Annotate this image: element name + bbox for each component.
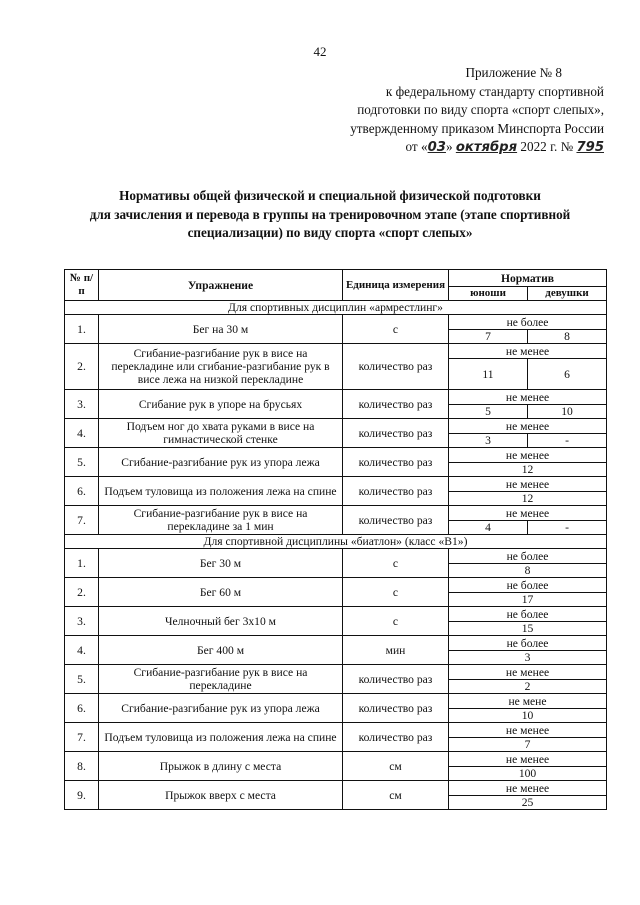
row-condition: не менее — [449, 419, 607, 434]
row-number: 8. — [65, 752, 99, 781]
table-row — [65, 665, 607, 680]
row-exercise: Прыжок вверх с места — [99, 781, 343, 810]
date-prefix: от « — [405, 139, 428, 154]
row-condition: не более — [449, 315, 607, 330]
section-header: Для спортивной дисциплины «биатлон» (класс «В1») — [65, 535, 607, 549]
row-exercise: Подъем туловища из положения лежа на спине — [99, 477, 343, 506]
row-value-both: 25 — [449, 796, 607, 810]
row-value-both: 12 — [449, 492, 607, 506]
row-condition: не более — [449, 636, 607, 651]
table-row — [65, 477, 607, 492]
table-row — [65, 607, 607, 622]
row-exercise: Сгибание-разгибание рук в висе на перекладине или сгибание-разгибание рук в висе лежа на низкой перекладине — [99, 344, 343, 390]
row-condition: не мене — [449, 694, 607, 709]
header-boys: юноши — [449, 287, 528, 301]
row-number: 4. — [65, 419, 99, 448]
appendix-title: Приложение № 8 — [465, 65, 562, 80]
row-value-both: 12 — [449, 463, 607, 477]
row-number: 6. — [65, 694, 99, 723]
row-value-girls: 10 — [528, 405, 607, 419]
header-norm: Норматив — [449, 270, 607, 287]
row-value-both: 17 — [449, 593, 607, 607]
table-row — [65, 694, 607, 709]
row-number: 3. — [65, 607, 99, 636]
row-unit: мин — [343, 636, 449, 665]
row-number: 1. — [65, 315, 99, 344]
row-unit: см — [343, 781, 449, 810]
row-value-both: 3 — [449, 651, 607, 665]
row-unit: количество раз — [343, 723, 449, 752]
row-condition: не менее — [449, 665, 607, 680]
row-exercise: Прыжок в длину с места — [99, 752, 343, 781]
row-exercise: Бег на 30 м — [99, 315, 343, 344]
row-exercise: Подъем ног до хвата руками в висе на гимнастической стенке — [99, 419, 343, 448]
row-exercise: Сгибание-разгибание рук в висе на перекладине за 1 мин — [99, 506, 343, 535]
row-condition: не более — [449, 549, 607, 564]
row-number: 3. — [65, 390, 99, 419]
row-value-boys: 7 — [449, 330, 528, 344]
header-girls: девушки — [528, 287, 607, 301]
row-condition: не менее — [449, 390, 607, 405]
row-exercise: Подъем туловища из положения лежа на спине — [99, 723, 343, 752]
table-row — [65, 419, 607, 434]
row-number: 2. — [65, 578, 99, 607]
row-unit: количество раз — [343, 390, 449, 419]
row-exercise: Сгибание-разгибание рук из упора лежа — [99, 448, 343, 477]
row-exercise: Бег 30 м — [99, 549, 343, 578]
row-unit: с — [343, 607, 449, 636]
norms-table — [64, 269, 607, 810]
row-value-boys: 3 — [449, 434, 528, 448]
row-condition: не более — [449, 578, 607, 593]
row-unit: количество раз — [343, 344, 449, 390]
document-title — [50, 187, 610, 243]
row-value-boys: 5 — [449, 405, 528, 419]
row-value-boys: 4 — [449, 521, 528, 535]
handwritten-day: 03 — [427, 140, 446, 155]
row-value-both: 8 — [449, 564, 607, 578]
header-unit: Единица измерения — [343, 270, 449, 301]
row-condition: не менее — [449, 344, 607, 359]
row-condition: не менее — [449, 781, 607, 796]
row-value-both: 7 — [449, 738, 607, 752]
row-unit: с — [343, 315, 449, 344]
row-value-both: 10 — [449, 709, 607, 723]
page-number: 42 — [313, 44, 327, 59]
row-value-girls: 8 — [528, 330, 607, 344]
table-row — [65, 752, 607, 767]
row-value-girls: 6 — [528, 359, 607, 390]
row-unit: с — [343, 578, 449, 607]
row-exercise: Бег 400 м — [99, 636, 343, 665]
row-unit: количество раз — [343, 694, 449, 723]
row-unit: с — [343, 549, 449, 578]
row-number: 7. — [65, 506, 99, 535]
row-exercise: Бег 60 м — [99, 578, 343, 607]
appendix-date-line — [304, 138, 604, 158]
row-condition: не менее — [449, 448, 607, 463]
title-line: специализации) по виду спорта «спорт слепых» — [187, 225, 473, 240]
row-exercise: Сгибание-разгибание рук из упора лежа — [99, 694, 343, 723]
row-exercise: Сгибание-разгибание рук в висе на перекладине — [99, 665, 343, 694]
row-value-boys: 11 — [449, 359, 528, 390]
row-number: 4. — [65, 636, 99, 665]
row-number: 1. — [65, 549, 99, 578]
table-row — [65, 448, 607, 463]
row-condition: не менее — [449, 477, 607, 492]
row-value-both: 2 — [449, 680, 607, 694]
section-header: Для спортивных дисциплин «армрестлинг» — [65, 301, 607, 315]
header-exercise: Упражнение — [99, 270, 343, 301]
handwritten-month: октября — [455, 140, 518, 155]
appendix-line: утвержденному приказом Минспорта России — [350, 120, 604, 136]
date-mid: » — [445, 139, 453, 154]
table-row — [65, 636, 607, 651]
handwritten-order-number: 795 — [576, 140, 604, 155]
row-number: 5. — [65, 665, 99, 694]
table-row — [65, 549, 607, 564]
header-num: № п/п — [65, 270, 99, 301]
row-value-girls: - — [528, 434, 607, 448]
row-unit: количество раз — [343, 665, 449, 694]
table-row — [65, 781, 607, 796]
row-unit: см — [343, 752, 449, 781]
title-line: для зачисления и перевода в группы на тренировочном этапе (этапе спортивной — [89, 206, 571, 222]
row-number: 7. — [65, 723, 99, 752]
row-exercise: Челночный бег 3х10 м — [99, 607, 343, 636]
row-value-both: 100 — [449, 767, 607, 781]
row-value-both: 15 — [449, 622, 607, 636]
row-condition: не менее — [449, 723, 607, 738]
row-number: 5. — [65, 448, 99, 477]
row-unit: количество раз — [343, 419, 449, 448]
appendix-line: подготовки по виду спорта «спорт слепых», — [357, 102, 604, 117]
row-value-girls: - — [528, 521, 607, 535]
row-condition: не менее — [449, 752, 607, 767]
row-unit: количество раз — [343, 506, 449, 535]
table-row — [65, 344, 607, 359]
row-number: 9. — [65, 781, 99, 810]
row-number: 6. — [65, 477, 99, 506]
row-number: 2. — [65, 344, 99, 390]
row-unit: количество раз — [343, 448, 449, 477]
row-exercise: Сгибание рук в упоре на брусьях — [99, 390, 343, 419]
row-unit: количество раз — [343, 477, 449, 506]
row-condition: не более — [449, 607, 607, 622]
table-row — [65, 723, 607, 738]
appendix-line: к федеральному стандарту спортивной — [385, 83, 604, 99]
table-row — [65, 506, 607, 521]
title-line: Нормативы общей физической и специальной физической подготовки — [119, 188, 541, 203]
table-row — [65, 390, 607, 405]
appendix-block — [304, 64, 604, 158]
table-row — [65, 578, 607, 593]
row-condition: не менее — [449, 506, 607, 521]
date-year: 2022 г. № — [520, 139, 574, 154]
table-row — [65, 315, 607, 330]
